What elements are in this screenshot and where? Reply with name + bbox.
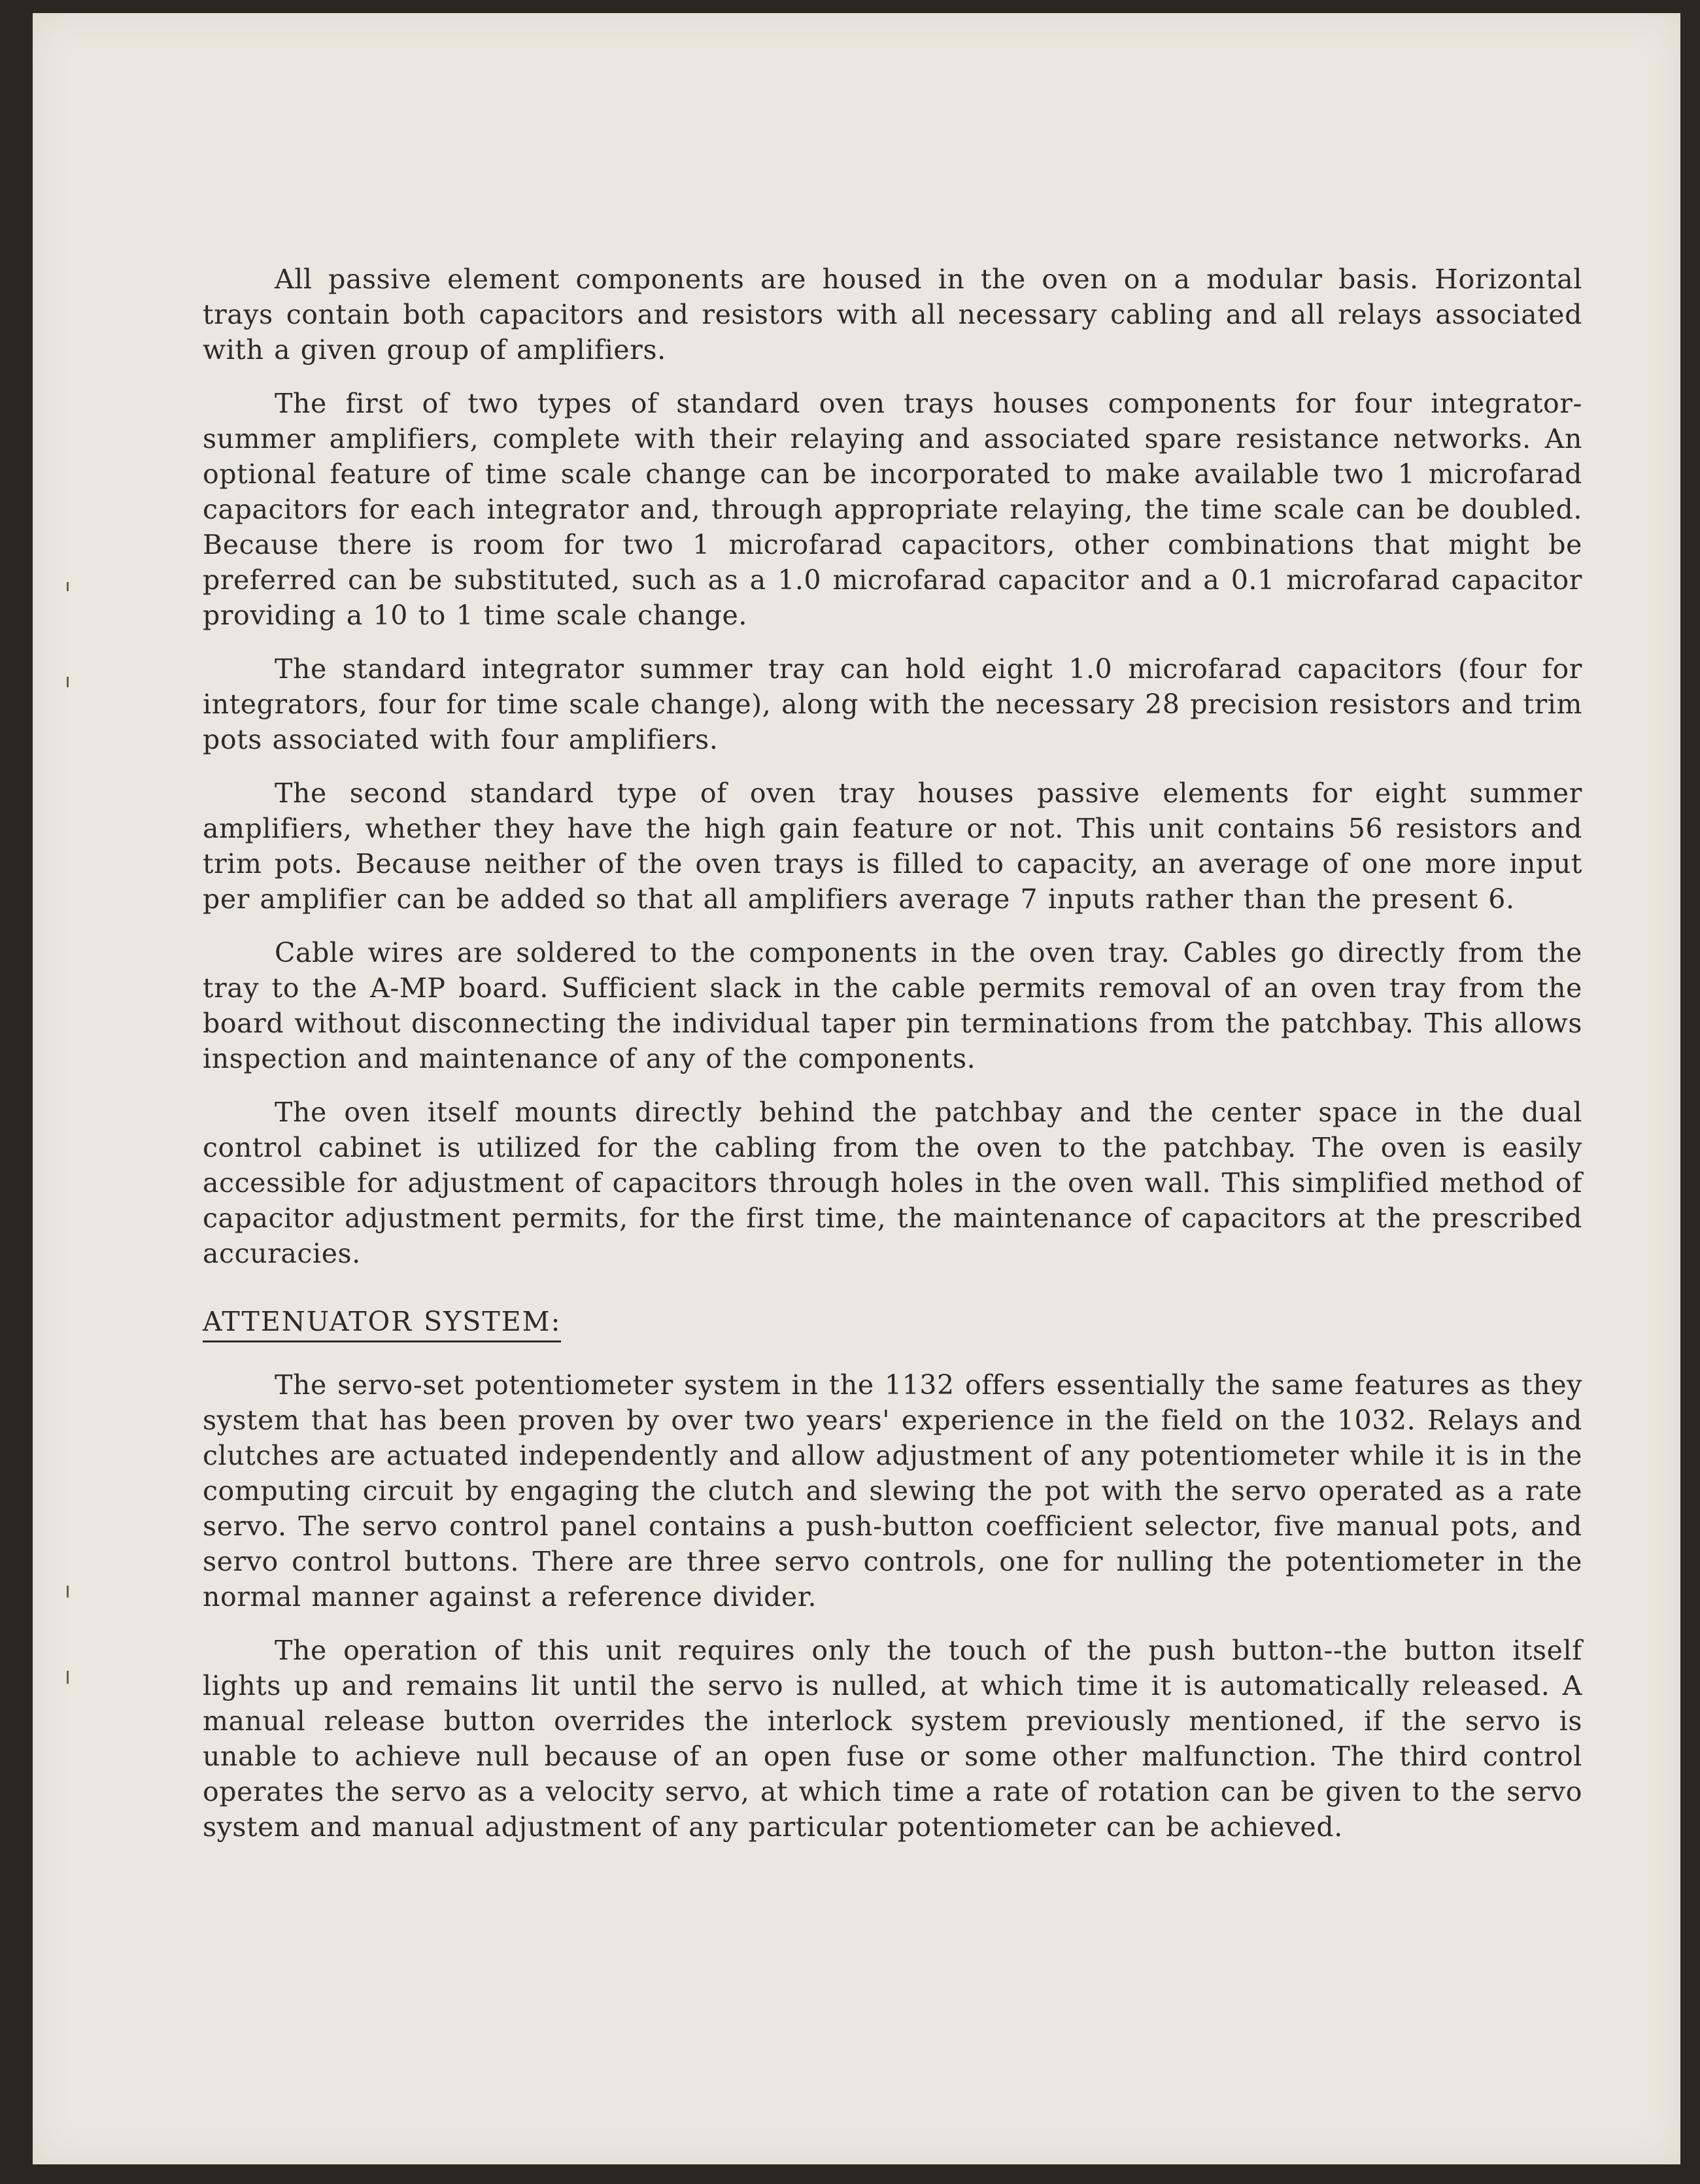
page-edge-mark [67,1586,69,1597]
paragraph-integrator-summer-tray: The standard integrator summer tray can hold eight 1.0 microfarad capacitors (four for integrators, four for time scale change), along with the necessary 28 precision resistors and trim pots associated with four amplifiers. [203,653,1582,755]
document-body [203,262,1582,1863]
paragraph-first-tray-type: The first of two types of standard oven trays houses components for four integrator-summer amplifiers, complete with their relaying and associated spare resistance networks. An optional feature of time scale change can be incorporated to make available two 1 microfarad capacitors for each integrator and, through appropriate relaying, the time scale can be doubled. Because there is room for two 1 microfarad capacitors, other combinations that might be preferred can be substituted, such as a 1.0 microfarad capacitor and a 0.1 microfarad capacitor providing a 10 to 1 time scale change. [203,388,1582,631]
page-edge-mark [67,677,69,687]
section-heading-attenuator-system: ATTENUATOR SYSTEM: [203,1304,561,1342]
page-edge-mark [67,582,69,591]
paragraph-servo-set-system: The servo-set potentiometer system in the 1132 offers essentially the same features as they system that has been proven by over two years' experience in the field on the 1032. Relays and clutches are actuated independently and allow adjustment of any potentiometer while it is in the computing circuit by engaging the clutch and slewing the pot with the servo operated as a rate servo. The servo control panel contains a push-button coefficient selector, five manual pots, and servo control buttons. There are three servo controls, one for nulling the potentiometer in the normal manner against a reference divider. [203,1369,1582,1612]
paragraph-push-button-operation: The operation of this unit requires only the touch of the push button--the button itself lights up and remains lit until the servo is nulled, at which time it is automatically released. A manual release button overrides the interlock system previously mentioned, if the servo is unable to achieve null because of an open fuse or some other malfunction. The third control operates the servo as a velocity servo, at which time a rate of rotation can be given to the servo system and manual adjustment of any particular potentiometer can be achieved. [203,1635,1582,1843]
paragraph-oven-modular: All passive element components are housed in the oven on a modular basis. Horizontal trays contain both capacitors and resistors with all necessary cabling and all relays associated with a given group of amplifiers. [203,264,1582,366]
paragraph-cable-wires: Cable wires are soldered to the components in the oven tray. Cables go directly from the tray to the A-MP board. Sufficient slack in the cable permits removal of an oven tray from the board without disconnecting the individual taper pin terminations from the patchbay. This allows inspection and maintenance of any of the components. [203,937,1582,1074]
document-page [33,13,1680,2164]
section-heading-container [203,1289,1582,1367]
paragraph-oven-mounting: The oven itself mounts directly behind the patchbay and the center space in the dual control cabinet is utilized for the cabling from the oven to the patchbay. The oven is easily accessible for adjustment of capacitors through holes in the oven wall. This simplified method of capacitor adjustment permits, for the first time, the maintenance of capacitors at the prescribed accuracies. [203,1097,1582,1269]
page-edge-mark [67,1671,69,1684]
paragraph-second-tray-type: The second standard type of oven tray houses passive elements for eight summer amplifiers, whether they have the high gain feature or not. This unit contains 56 resistors and trim pots. Because neither of the oven trays is filled to capacity, an average of one more input per amplifier can be added so that all amplifiers average 7 inputs rather than the present 6. [203,777,1582,915]
